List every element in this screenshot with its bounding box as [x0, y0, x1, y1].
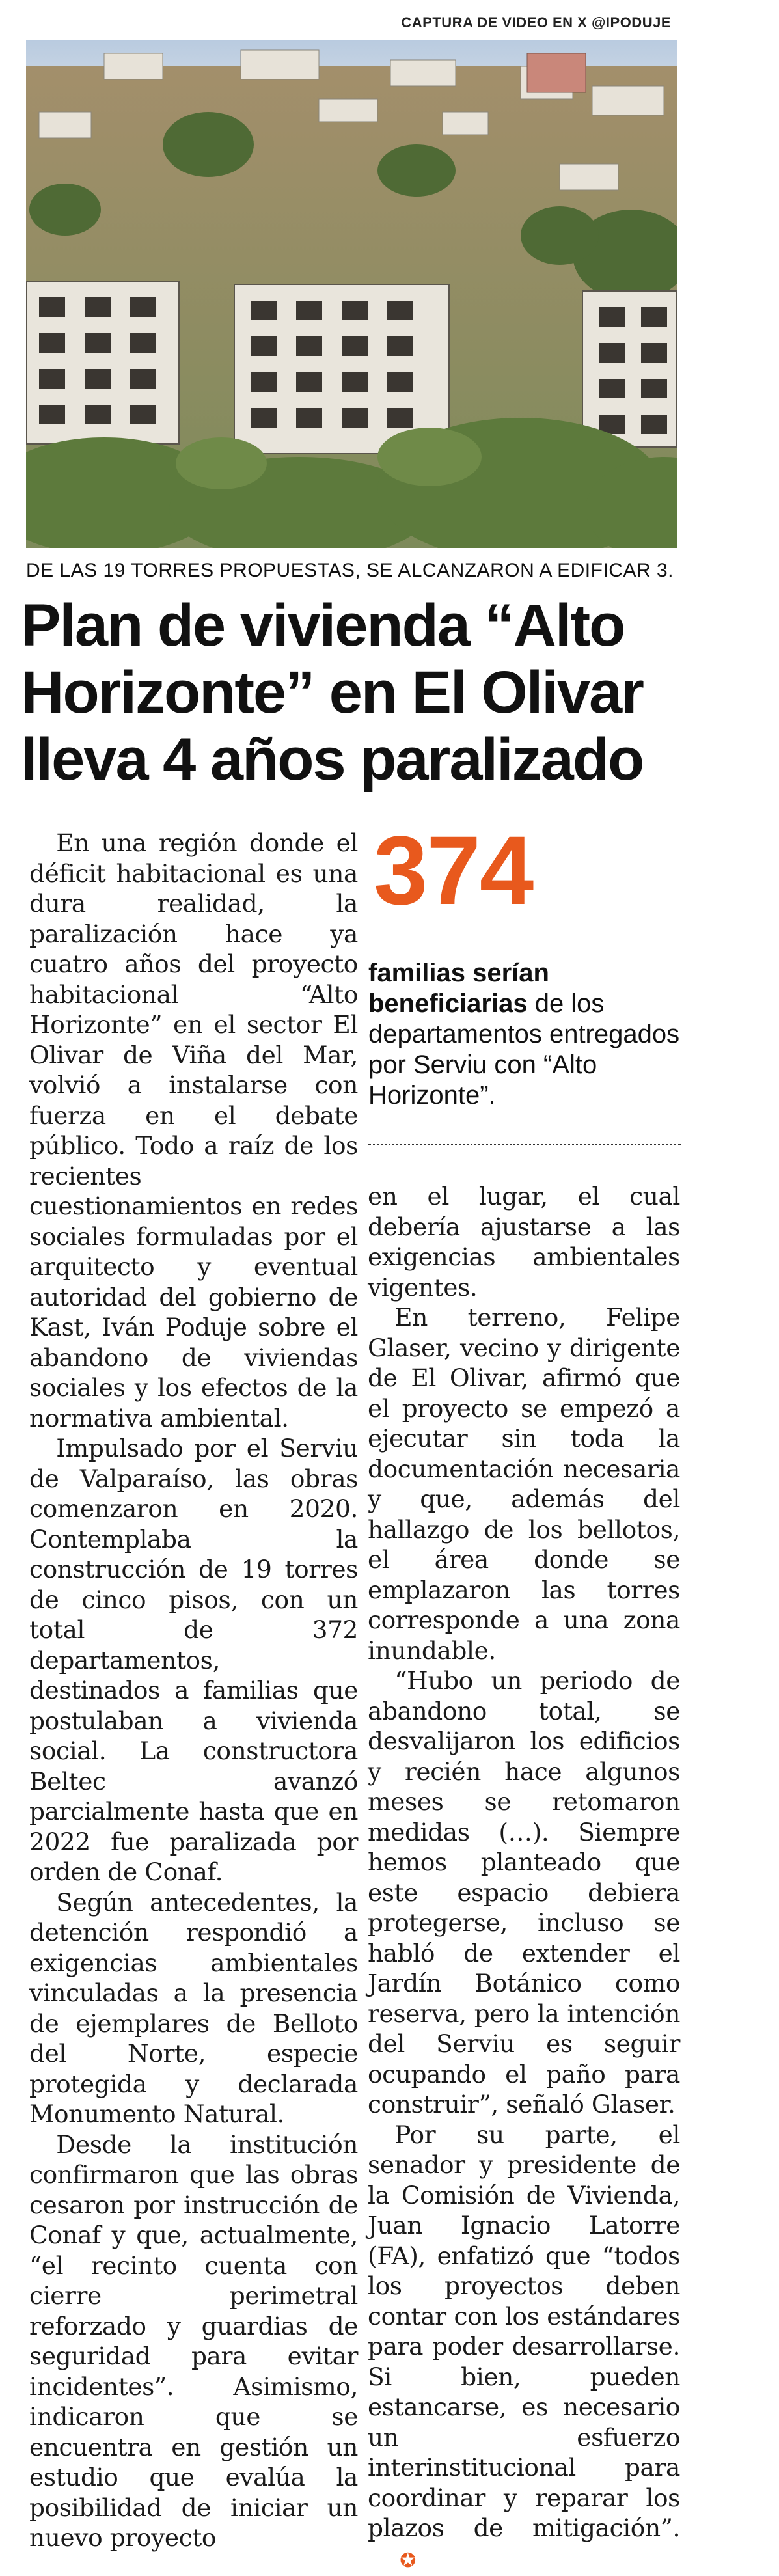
stat-rest-text: de los departamentos entregados por Serviu con “Alto Horizonte”.: [368, 989, 679, 1110]
paragraph: “Hubo un periodo de abandono total, se desvalijaron los edificios y recién hace algunos meses se retomaron medidas (…). Siempre hemos planteado que este espacio debiera protegerse, incluso se habló de extender el Jardín Botánico como reserva, pero la intención del Serviu es seguir ocupando el paño para construir”, señaló Glaser.: [368, 1665, 680, 2120]
divider: [368, 1144, 681, 1145]
photo-illustration: [26, 40, 677, 548]
paragraph: En una región donde el déficit habitacional es una dura realidad, la paralización hace ya cuatro años del proyecto habitacional “Alto Horizonte” en el sector El Olivar de Viña del Mar, volvió a instalarse con fuerza en el debate público. Todo a raíz de los recientes cuestionamientos en redes sociales formuladas por el arquitecto y eventual autoridad del gobierno de Kast, Iván Poduje sobre el abandono de viviendas sociales y los efectos de la normativa ambiental.: [29, 828, 358, 1433]
article-column-2: [368, 1181, 680, 2576]
paragraph: Desde la institución confirmaron que las obras cesaron por instrucción de Conaf y que, actualmente, “el recinto cuenta con cierre perimetral reforzado y guardias de seguridad para evitar incidentes”. Asimismo, indicaron que se encuentra en gestión un estudio que evalúa la posibilidad de iniciar un nuevo proyecto: [29, 2130, 358, 2553]
photo-credit: CAPTURA DE VIDEO EN X @IPODUJE: [401, 14, 671, 31]
stat-number: 374: [374, 821, 532, 919]
paragraph: [368, 2120, 680, 2576]
paragraph: En terreno, Felipe Glaser, vecino y dirigente de El Olivar, afirmó que el proyecto se empezó a ejecutar sin toda la documentación necesaria y que, además del hallazgo de los bellotos, el área donde se emplazaron las torres corresponde a una zona inundable.: [368, 1302, 680, 1665]
paragraph-text: Por su parte, el senador y presidente de la Comisión de Vivienda, Juan Ignacio Latorre (FA), enfatizó que “todos los proyectos deben contar con los estándares para poder desarrollarse. Si bien, pueden estancarse, es necesario un esfuerzo interinstitucional para coordinar y reparar los plazos de mitigación”.: [368, 2120, 680, 2543]
stat-description: [368, 958, 681, 1111]
stat-bold-text: familias serían beneficiarias: [368, 959, 549, 1018]
article-column-1: [29, 828, 358, 2553]
paragraph: en el lugar, el cual debería ajustarse a las exigencias ambientales vigentes.: [368, 1181, 680, 1302]
article-photo: [26, 40, 677, 548]
headline: Plan de vivienda “Alto Horizonte” en El Olivar lleva 4 años paralizado: [21, 592, 711, 793]
paragraph: Según antecedentes, la detención respondió a exigencias ambientales vinculadas a la presencia de ejemplares de Belloto del Norte, especie protegida y declarada Monumento Natural.: [29, 1887, 358, 2130]
paragraph: Impulsado por el Serviu de Valparaíso, las obras comenzaron en 2020. Contemplaba la construcción de 19 torres de cinco pisos, con un total de 372 departamentos, destinados a familias que postulaban a vivienda social. La constructora Beltec avanzó parcialmente hasta que en 2022 fue paralizada por orden de Conaf.: [29, 1433, 358, 1887]
photo-caption: DE LAS 19 TORRES PROPUESTAS, SE ALCANZARON A EDIFICAR 3.: [26, 560, 674, 582]
end-mark-icon: ✪: [373, 2546, 416, 2576]
